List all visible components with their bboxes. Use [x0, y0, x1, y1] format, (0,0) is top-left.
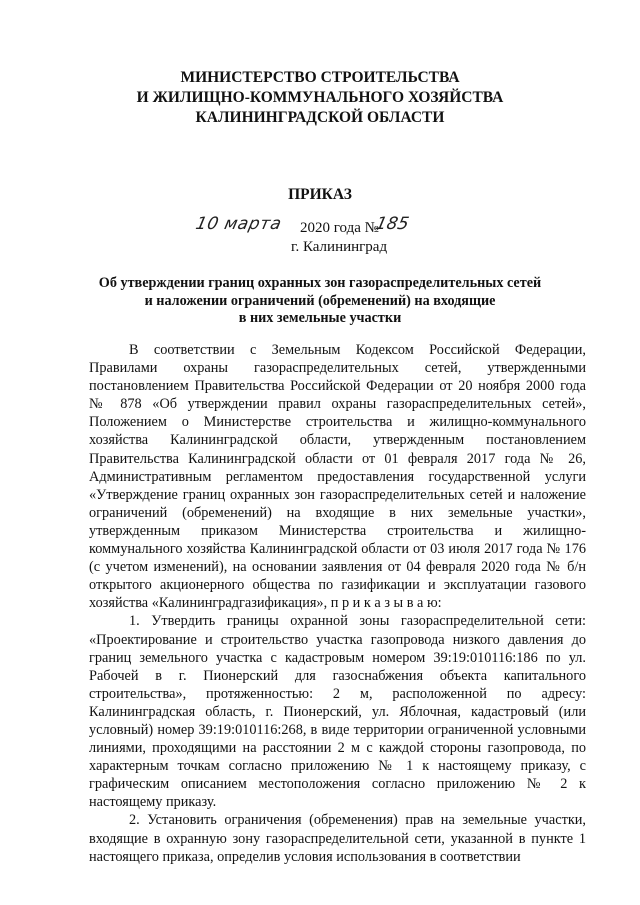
body-paragraph-item-1: 1. Утвердить границы охранной зоны газораспределительной сети: «Проектирование и строительство участка газопровода низкого давления до границ земельного участка с кадастровым номером 39:19:010116:186 по ул. Рабочей в г. Пионерский для газоснабжения объекта капитального строительства», протяженностью: 2 м, расположенной по адресу: Калининградская область, г. Пионерский, ул. Яблочная, кадастровый (или условный) номер 39:19:010116:268, в виде территории ограниченной условными линиями, проходящими на расстоянии 2 м с каждой стороны газопровода, по характерным точкам согласно приложению № 1 к настоящему приказу, с графическим описанием местоположения согласно приложению № 2 к настоящему приказу.	[89, 613, 586, 811]
ministry-line-2: И ЖИЛИЩНО-КОММУНАЛЬНОГО ХОЗЯЙСТВА	[136, 89, 504, 106]
handwritten-date: 10 марта	[193, 214, 284, 234]
subject-line-3: в них земельные участки	[238, 310, 402, 326]
subject-line-2: и наложении ограничений (обременений) на входящие	[144, 292, 496, 309]
order-body	[89, 341, 586, 866]
order-city: г. Калининград	[291, 239, 388, 255]
ministry-line-3: КАЛИНИНГРАДСКОЙ ОБЛАСТИ	[195, 109, 445, 126]
body-paragraph-item-2: 2. Установить ограничения (обременения) прав на земельные участки, входящие в охранную зону газораспределительной сети, указанной в пункте 1 настоящего приказа, определив условия использования в соответствии	[89, 812, 586, 865]
handwritten-order-number: 185	[373, 214, 411, 234]
body-paragraph-preamble: В соответствии с Земельным Кодексом Российской Федерации, Правилами охраны газораспределительных сетей, утвержденными постановлением Правительства Российской Федерации от 20 ноября 2000 года № 878 «Об утверждении правил охраны газораспределительных сетей», Положением о Министерстве строительства и жилищно-коммунального хозяйства Калининградской области, утвержденным постановлением Правительства Калининградской области от 01 февраля 2017 года № 26, Административным регламентом предоставления государственной услуги «Утверждение границ охранных зон газораспределительных сетей и наложение ограничений (обременений) на входящие в них земельные участки», утвержденным приказом Министерства строительства и жилищно-коммунального хозяйства Калининградской области от 03 июля 2017 года № 176 (с учетом изменений), на основании заявления от 04 февраля 2020 года № б/н открытого акционерного общества по газификации и эксплуатации газового хозяйства «Калининградгазификация», п р и к а з ы в а ю:	[89, 342, 586, 612]
ministry-line-1: МИНИСТЕРСТВО СТРОИТЕЛЬСТВА	[180, 69, 460, 86]
ministry-header	[0, 68, 640, 128]
subject-line-1: Об утверждении границ охранных зон газораспределительных сетей	[98, 275, 542, 291]
order-title: ПРИКАЗ	[288, 186, 352, 203]
order-subject	[0, 275, 640, 328]
order-year: 2020 года №	[300, 220, 379, 236]
